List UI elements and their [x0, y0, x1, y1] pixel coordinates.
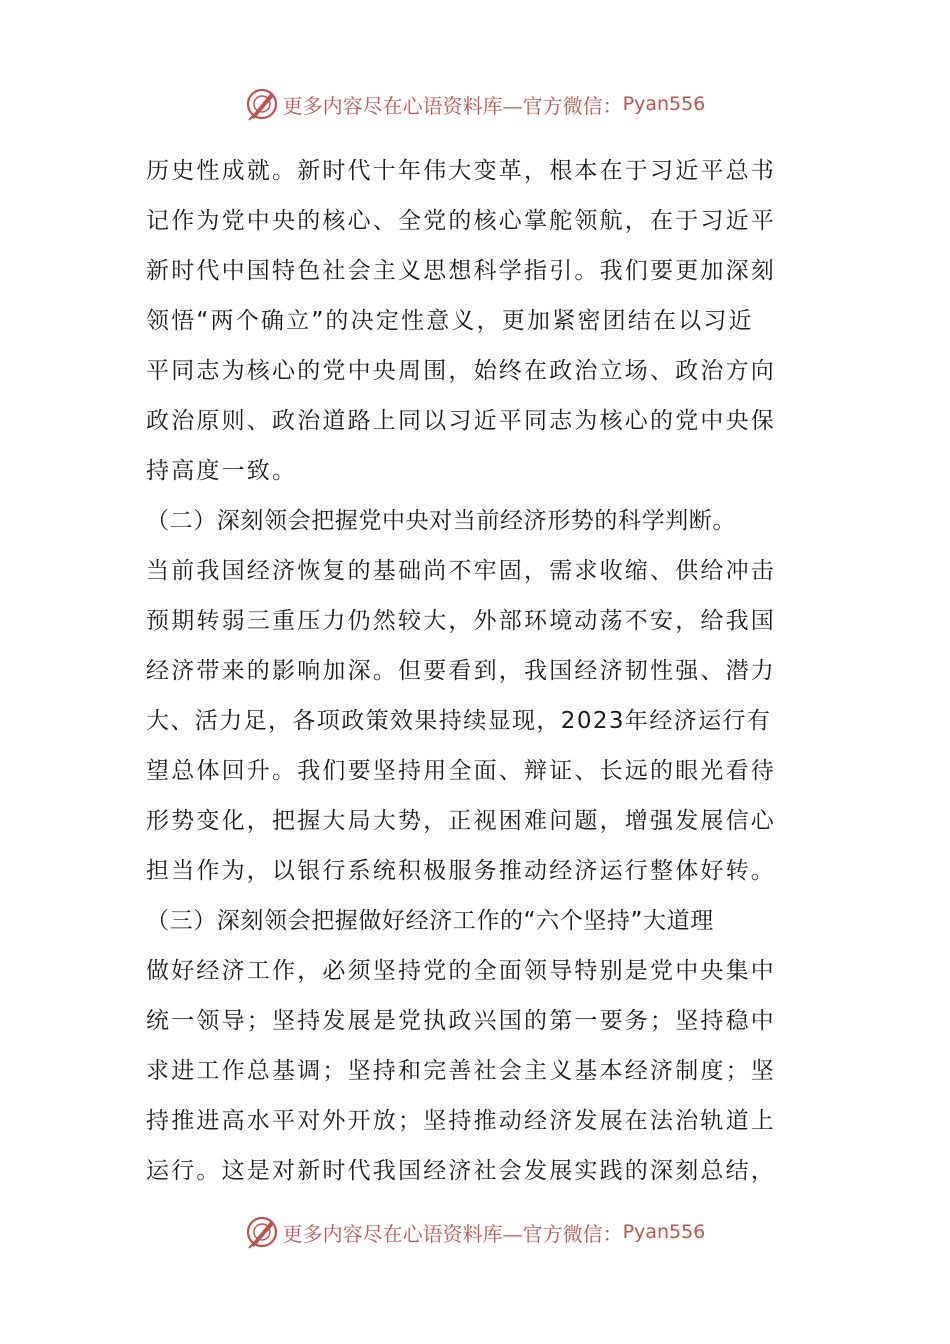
body-line: 大、活力足，各项政策效果持续显现，2023年经济运行有 — [146, 708, 772, 734]
body-line: 求进工作总基调；坚持和完善社会主义基本经济制度；坚 — [146, 1058, 776, 1084]
body-line: 历史性成就。新时代十年伟大变革，根本在于习近平总书 — [146, 158, 776, 184]
body-line: 经济带来的影响加深。但要看到，我国经济韧性强、潜力 — [146, 658, 776, 684]
body-line: 做好经济工作，必须坚持党的全面领导特别是党中央集中 — [146, 958, 776, 984]
body-line: 平同志为核心的党中央周围，始终在政治立场、政治方向 — [146, 358, 776, 384]
pen-circle-logo-icon — [245, 1215, 279, 1249]
body-line: 领悟“两个确立”的决定性意义，更加紧密团结在以习近 — [146, 308, 754, 334]
body-line: 形势变化，把握大局大势，正视困难问题，增强发展信心 — [146, 808, 776, 834]
body-line: 运行。这是对新时代我国经济社会发展实践的深刻总结， — [146, 1158, 776, 1184]
body-line: 统一领导；坚持发展是党执政兴国的第一要务；坚持稳中 — [146, 1008, 776, 1034]
document-body — [146, 146, 808, 1196]
footer-watermark-banner — [0, 1212, 950, 1252]
body-line: 望总体回升。我们要坚持用全面、辩证、长远的眼光看待 — [146, 758, 776, 784]
header-wechat-id: Pyan556 — [622, 93, 706, 115]
footer-wechat-id: Pyan556 — [622, 1221, 706, 1243]
body-line: 当前我国经济恢复的基础尚不牢固，需求收缩、供给冲击 — [146, 558, 776, 584]
footer-banner-text: 更多内容尽在心语资料库—官方微信： — [282, 1221, 623, 1246]
body-line: 政治原则、政治道路上同以习近平同志为核心的党中央保 — [146, 408, 776, 434]
header-watermark-banner — [0, 84, 950, 124]
section-heading-3: （三）深刻领会把握做好经济工作的“六个坚持”大道理 — [146, 908, 714, 934]
pen-circle-logo-icon — [245, 87, 279, 121]
header-banner-text: 更多内容尽在心语资料库—官方微信： — [282, 93, 623, 118]
section-heading-2: （二）深刻领会把握党中央对当前经济形势的科学判断。 — [146, 508, 736, 534]
body-line: 持高度一致。 — [146, 458, 298, 484]
body-line: 持推进高水平对外开放；坚持推动经济发展在法治轨道上 — [146, 1108, 776, 1134]
body-line: 预期转弱三重压力仍然较大，外部环境动荡不安，给我国 — [146, 608, 776, 634]
body-line: 担当作为，以银行系统积极服务推动经济运行整体好转。 — [146, 858, 776, 884]
body-line: 新时代中国特色社会主义思想科学指引。我们要更加深刻 — [146, 258, 776, 284]
body-line: 记作为党中央的核心、全党的核心掌舵领航，在于习近平 — [146, 208, 776, 234]
